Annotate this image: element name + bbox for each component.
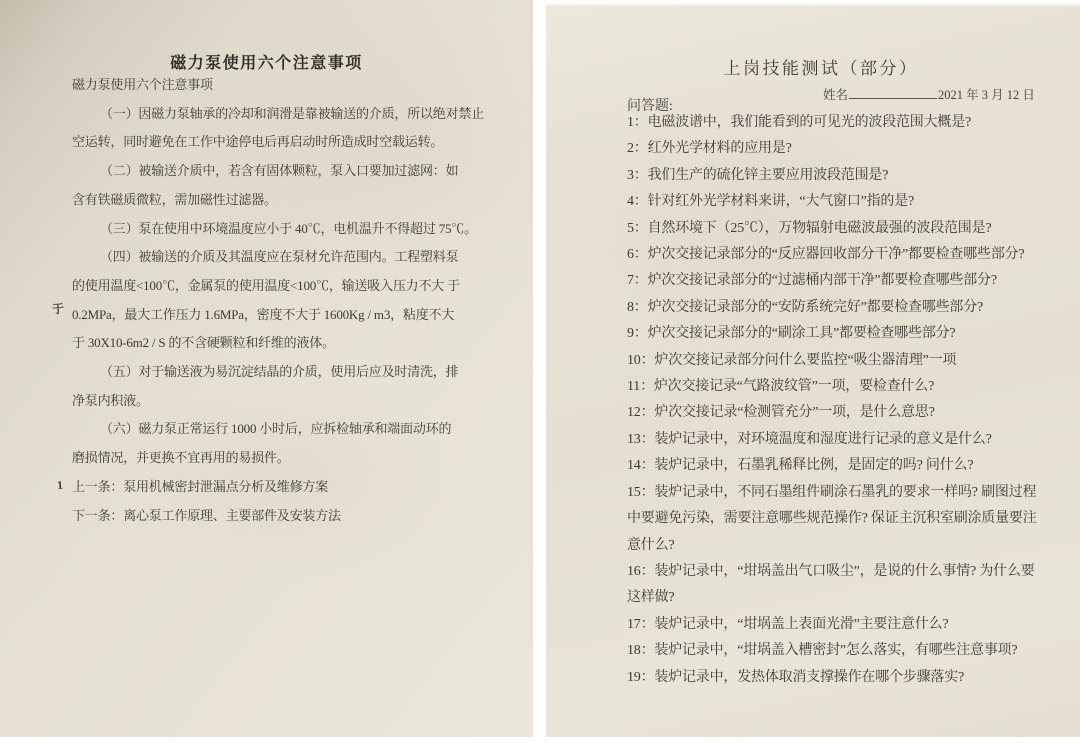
question-line: 1：电磁波谱中，我们能看到的可见光的波段范围大概是? (627, 115, 972, 130)
date-text: 2021 年 3 月 12 日 (938, 88, 1035, 102)
text-line: （二）被输送介质中，若含有固体颗粒，泵入口要加过滤网：如 (100, 163, 459, 179)
question-line: 2：红外光学材料的应用是? (627, 141, 792, 157)
question-line: 8：炉次交接记录部分的“安防系统完好”都要检查哪些部分? (627, 299, 984, 315)
question-line: 12：炉次交接记录“检测管充分”一项，是什么意思? (627, 405, 935, 421)
text-line: 磁力泵使用六个注意事项 (72, 77, 213, 92)
text-line: 0.2MPa，最大工作压力 1.6MPa，密度不大于 1600Kg / m3，粘度不大 (72, 306, 455, 322)
text-line: 上一条：泵用机械密封泄漏点分析及维修方案 (72, 478, 329, 494)
question-list (627, 110, 1077, 691)
question-line: 6：炉次交接记录部分的“反应器回收部分干净”都要检查哪些部分? (627, 247, 1025, 263)
left-page-title: 磁力泵使用六个注意事项 (170, 55, 363, 72)
question-line: 11：炉次交接记录“气路波纹管”一项，要检查什么? (627, 379, 935, 395)
question-line: 意什么? (627, 537, 675, 553)
text-line: 磨损情况，并更换不宜再用的易损件。 (72, 450, 290, 466)
text-line: （一）因磁力泵轴承的冷却和润滑是靠被输送的介质，所以绝对禁止 (100, 105, 485, 121)
question-line: 17：装炉记录中，“坩埚盖上表面光滑”主要注意什么? (627, 616, 949, 632)
text-line: 于 30X10-6m2 / S 的不含硬颗粒和纤维的液体。 (72, 335, 335, 351)
question-line: 14：装炉记录中，石墨乳稀释比例，是固定的吗? 问什么? (627, 458, 974, 474)
question-line: 4：针对红外光学材料来讲，“大气窗口”指的是? (627, 194, 915, 210)
name-label: 姓名 (823, 88, 849, 102)
text-line: 空运转，同时避免在工作中途停电后再启动时所造成时空载运转。 (72, 134, 444, 150)
question-line: 10：炉次交接记录部分问什么要监控“吸尘器清理”一项 (627, 352, 957, 368)
question-line: 15：装炉记录中，不同石墨组件刷涂石墨乳的要求一样吗? 刷图过程 (627, 484, 1037, 500)
left-page-body-text (72, 71, 512, 530)
question-line: 这样做? (627, 590, 675, 606)
question-line: 中要避免污染，需要注意哪些规范操作? 保证主沉积室刷涂质量要注 (627, 511, 1037, 527)
question-line: 9：炉次交接记录部分的“刷涂工具”都要检查哪些部分? (627, 326, 956, 342)
left-document-page (0, 0, 533, 737)
right-document-page (546, 4, 1080, 737)
handwritten-margin-mark: 于 (51, 301, 65, 317)
question-line: 5：自然环境下（25℃），万物辐射电磁波最强的波段范围是? (627, 220, 992, 236)
text-line: 含有铁磁质微粒，需加磁性过滤器。 (72, 191, 277, 207)
section-label: 问答题: (627, 99, 673, 114)
text-line: 下一条：离心泵工作原理、主要部件及安装方法 (72, 507, 341, 523)
text-line: 的使用温度<100℃，金属泵的使用温度<100℃，输送吸入压力不大 于 (72, 277, 460, 293)
text-line: （三）泵在使用中环境温度应小于 40℃，电机温升不得超过 75℃。 (100, 220, 477, 236)
name-blank-underline (849, 88, 937, 99)
text-line: （四）被输送的介质及其温度应在泵材允许范围内。工程塑料泵 (100, 249, 459, 265)
question-line: 18：装炉记录中，“坩埚盖入槽密封”怎么落实，有哪些注意事项? (627, 643, 1018, 659)
text-line: 净泵内积液。 (72, 392, 149, 408)
right-page-title: 上岗技能测试（部分） (723, 59, 919, 78)
handwritten-margin-mark: 1 (56, 477, 64, 493)
name-and-date-row (823, 85, 1035, 103)
question-line: 3：我们生产的硫化锌主要应用波段范围是? (627, 167, 889, 183)
question-line: 13：装炉记录中，对环境温度和湿度进行记录的意义是什么? (627, 431, 992, 447)
question-line: 7：炉次交接记录部分的“过滤桶内部干净”都要检查哪些部分? (627, 273, 997, 289)
text-line: （六）磁力泵正常运行 1000 小时后，应拆检轴承和端面动环的 (100, 421, 452, 437)
question-line: 16：装炉记录中，“坩埚盖出气口吸尘”，是说的什么事情? 为什么要 (627, 563, 1035, 579)
text-line: （五）对于输送液为易沉淀结晶的介质，使用后应及时清洗，排 (100, 364, 459, 380)
question-line: 19：装炉记录中，发热体取消支撑操作在哪个步骤落实? (627, 669, 965, 685)
